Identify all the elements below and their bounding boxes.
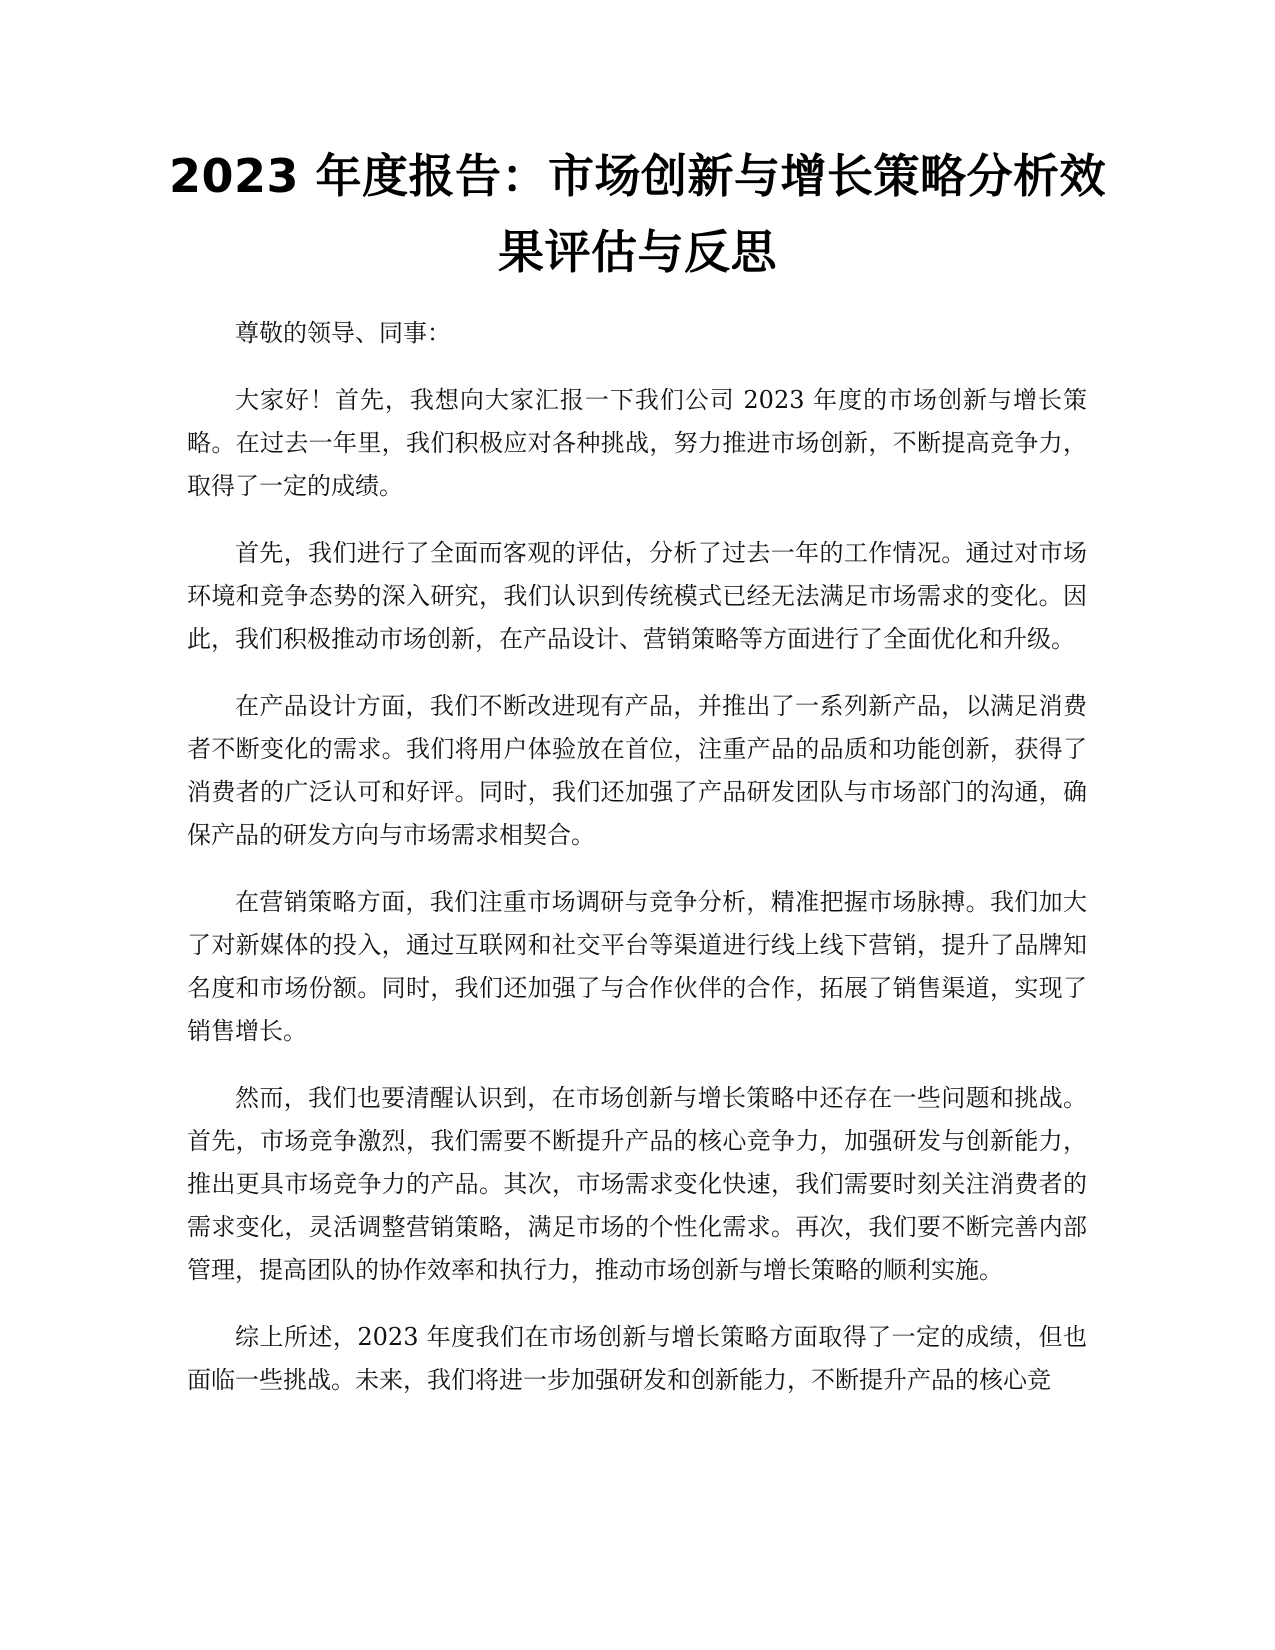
salutation: 尊敬的领导、同事： bbox=[235, 319, 451, 347]
paragraph-challenges: 然而，我们也要清醒认识到，在市场创新与增长策略中还存在一些问题和挑战。首先，市场竞争激烈，我们需要不断提升产品的核心竞争力，加强研发与创新能力，推出更具市场竞争力的产品。其次，市场需求变化快速，我们需要时刻关注消费者的需求变化，灵活调整营销策略，满足市场的个性化需求。再次，我们要不断完善内部管理，提高团队的协作效率和执行力，推动市场创新与增长策略的顺利实施。 bbox=[187, 1084, 1087, 1284]
paragraph-product-design: 在产品设计方面，我们不断改进现有产品，并推出了一系列新产品，以满足消费者不断变化的需求。我们将用户体验放在首位，注重产品的品质和功能创新，获得了消费者的广泛认可和好评。同时，我们还加强了产品研发团队与市场部门的沟通，确保产品的研发方向与市场需求相契合。 bbox=[187, 692, 1087, 849]
paragraph-summary: 综上所述，2023 年度我们在市场创新与增长策略方面取得了一定的成绩，但也面临一些挑战。未来，我们将进一步加强研发和创新能力，不断提升产品的核心竞 bbox=[187, 1323, 1087, 1394]
paragraph-evaluation: 首先，我们进行了全面而客观的评估，分析了过去一年的工作情况。通过对市场环境和竞争态势的深入研究，我们认识到传统模式已经无法满足市场需求的变化。因此，我们积极推动市场创新，在产品设计、营销策略等方面进行了全面优化和升级。 bbox=[187, 539, 1087, 653]
paragraph-marketing: 在营销策略方面，我们注重市场调研与竞争分析，精准把握市场脉搏。我们加大了对新媒体的投入，通过互联网和社交平台等渠道进行线上线下营销，提升了品牌知名度和市场份额。同时，我们还加强了与合作伙伴的合作，拓展了销售渠道，实现了销售增长。 bbox=[187, 888, 1087, 1045]
paragraph-intro: 大家好！首先，我想向大家汇报一下我们公司 2023 年度的市场创新与增长策略。在过去一年里，我们积极应对各种挑战，努力推进市场创新，不断提高竞争力，取得了一定的成绩。 bbox=[187, 386, 1087, 500]
document-body bbox=[187, 312, 1087, 1426]
document-title: 2023 年度报告：市场创新与增长策略分析效果评估与反思 bbox=[168, 149, 1107, 279]
